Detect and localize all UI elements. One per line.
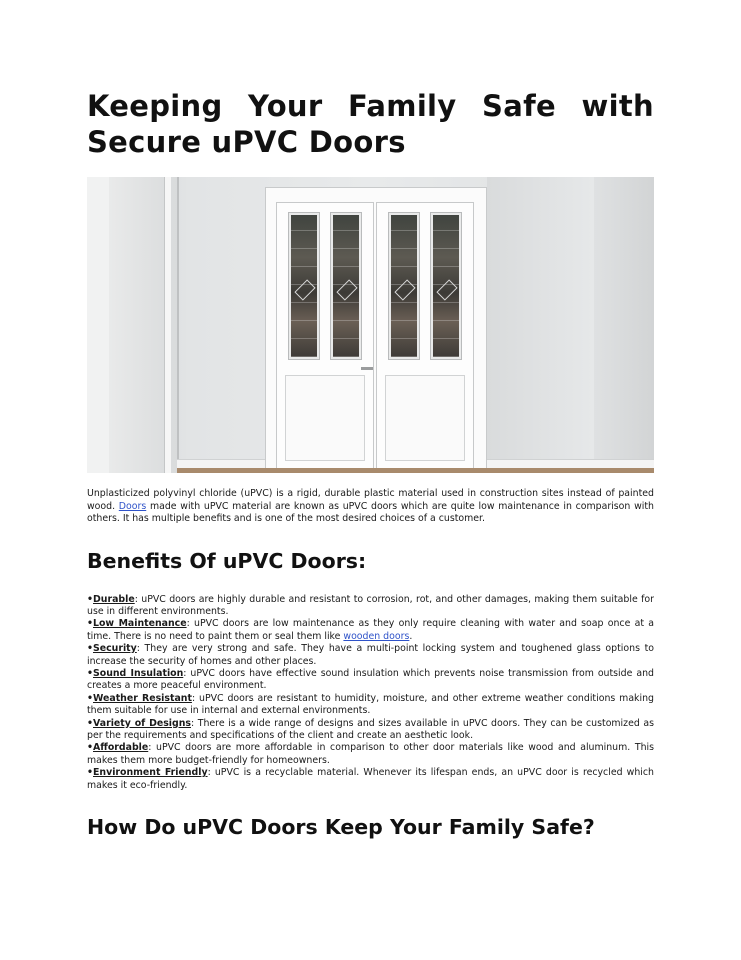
glass-panel <box>289 213 319 359</box>
list-item: •Weather Resistant: uPVC doors are resistant to humidity, moisture, and other extreme weather conditions making them suitable for use in internal and external environments. <box>87 692 654 717</box>
floor <box>177 468 654 473</box>
intro-paragraph: Unplasticized polyvinyl chloride (uPVC) is a rigid, durable plastic material used in construction sites instead of painted wood. Doors made with uPVC material are known as uPVC doors which are quite low maintenance in comparison with others. It has multiple benefits and is one of the most desired choices of a customer. <box>87 488 654 524</box>
benefit-term: Variety of Designs <box>93 717 191 729</box>
side-door <box>109 177 179 473</box>
benefit-term: Environment Friendly <box>93 767 208 779</box>
glass-panel <box>389 213 419 359</box>
article <box>87 88 654 840</box>
list-item: •Security: They are very strong and safe. They have a multi-point locking system and toughened glass options to increase the security of homes and other places. <box>87 643 654 667</box>
glass-panel <box>431 213 461 359</box>
benefit-term: Low Maintenance <box>93 618 187 630</box>
list-item: •Variety of Designs: There is a wide range of designs and sizes available in uPVC doors. They can be customized as per the requirements and specifications of the client and create an aesthetic look. <box>87 717 655 741</box>
list-item: •Durable: uPVC doors are highly durable and resistant to corrosion, rot, and other damages, making them suitable for use in different environments. <box>87 593 654 617</box>
benefits-list <box>87 594 654 793</box>
door-panel <box>285 375 365 461</box>
benefit-term: Security <box>93 643 137 655</box>
list-item: •Affordable: uPVC doors are more affordable in comparison to other door materials like wood and aluminum. This makes them more budget-friendly for homeowners. <box>87 742 654 766</box>
benefit-term: Weather Resistant <box>93 692 192 704</box>
door-frame <box>265 187 487 473</box>
benefit-term: Sound Insulation <box>93 667 184 679</box>
wooden-doors-link[interactable]: wooden doors <box>343 630 410 642</box>
article-title: Keeping Your Family Safe with Secure uPVC Doors <box>87 89 654 159</box>
benefits-heading: Benefits Of uPVC Doors: <box>87 548 367 573</box>
safety-heading: How Do uPVC Doors Keep Your Family Safe? <box>87 815 595 839</box>
benefit-term: Affordable <box>93 742 149 754</box>
benefit-term: Durable <box>93 593 135 605</box>
list-item: •Environment Friendly: uPVC is a recyclable material. Whenever its lifespan ends, an uPVC door is recycled which makes it eco-friendly. <box>87 767 654 791</box>
list-item: •Low Maintenance: uPVC doors are low maintenance as they only require cleaning with water and soap once at a time. There is no need to paint them or seal them like wooden doors. <box>87 618 654 642</box>
door-leaf-right <box>376 202 474 470</box>
glass-panel <box>331 213 361 359</box>
doors-link[interactable]: Doors <box>118 500 147 512</box>
door-leaf-left <box>276 202 374 470</box>
door-handle <box>361 367 373 370</box>
upvc-double-door-photo <box>87 177 654 473</box>
list-item: •Sound Insulation: uPVC doors have effective sound insulation which prevents noise transmission from outside and creates a more peaceful environment. <box>87 667 654 692</box>
door-panel <box>385 375 465 461</box>
